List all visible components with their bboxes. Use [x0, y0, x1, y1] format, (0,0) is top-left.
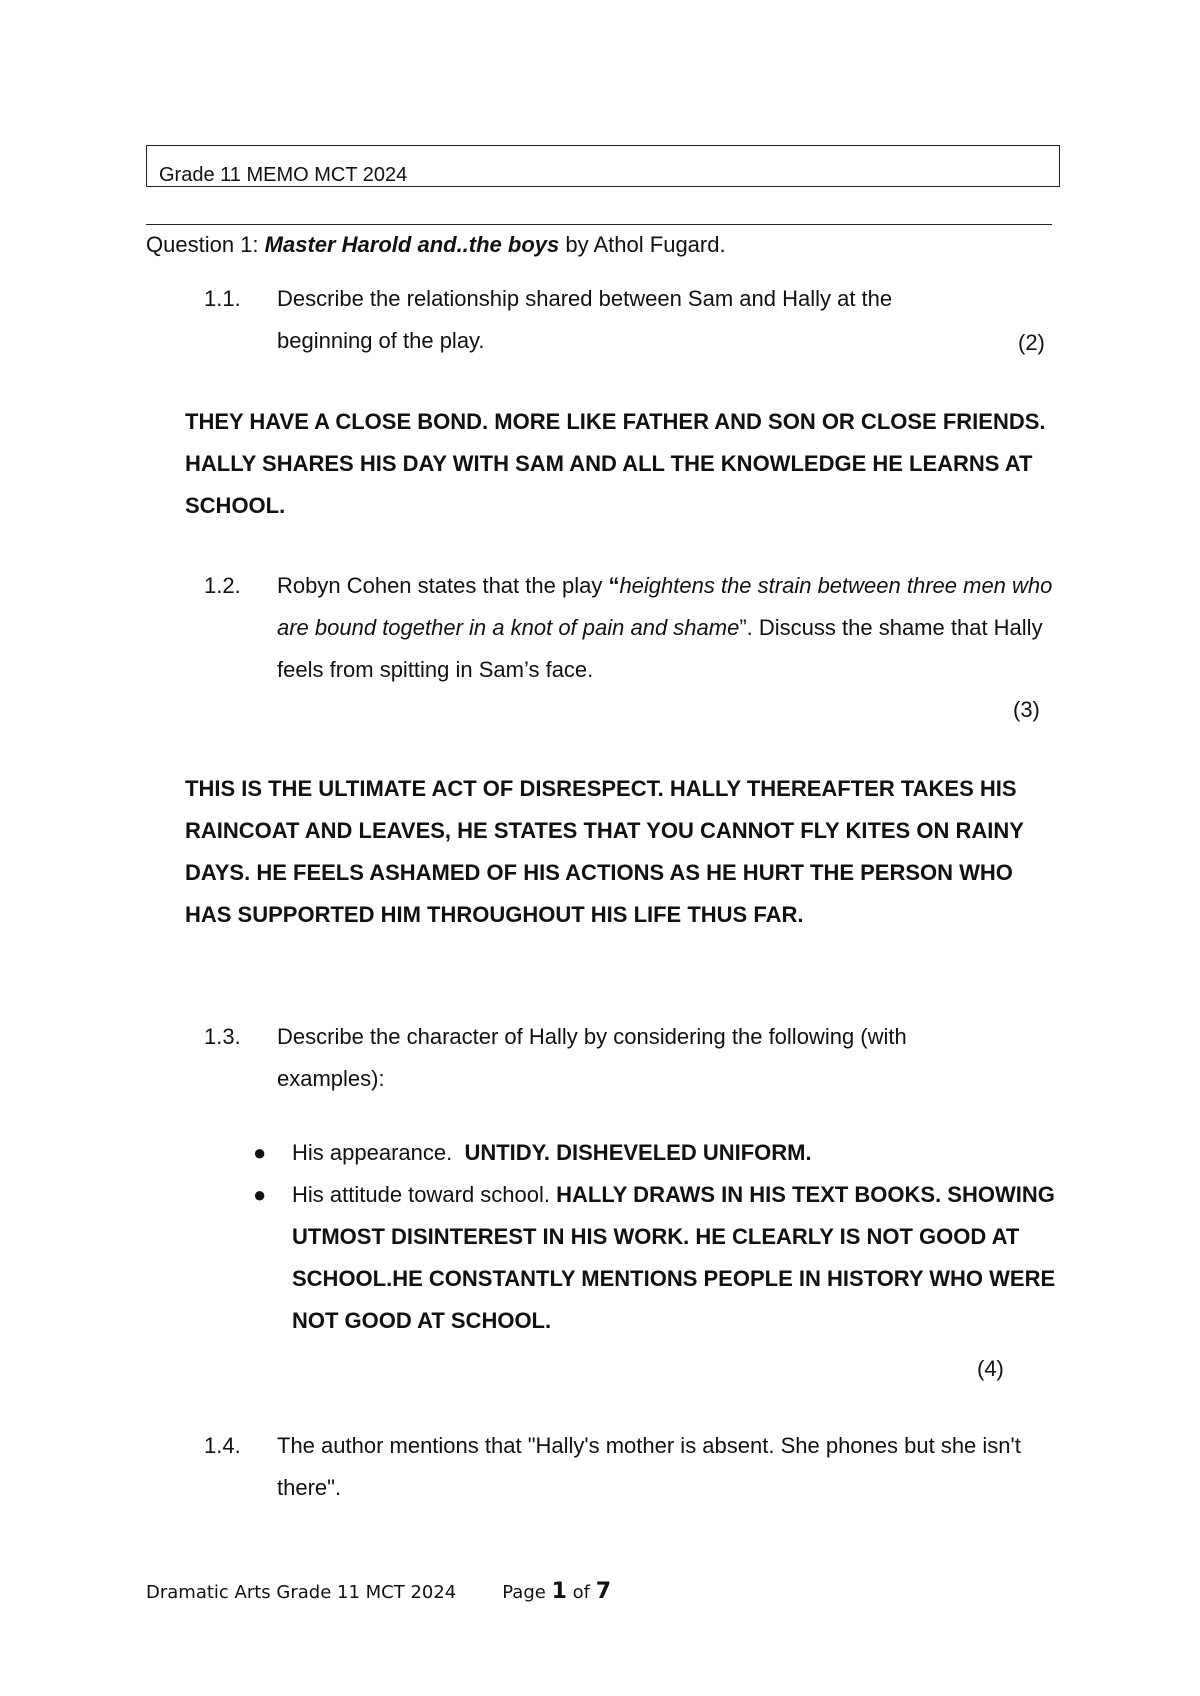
- bullet-answer: HALLY DRAWS IN HIS TEXT BOOKS. SHOWING UTMOST DISINTEREST IN HIS WORK. HE CLEARLY IS NOT GOOD AT SCHOOL.HE CONSTANTLY MENTIONS PEOPLE IN HISTORY WHO WERE NOT GOOD AT SCHOOL.: [292, 1182, 1056, 1333]
- question-title: [146, 230, 726, 260]
- question-text: [277, 565, 1057, 691]
- question-suffix: by Athol Fugard.: [559, 232, 726, 257]
- page-footer: [146, 1579, 611, 1604]
- answer-text: THEY HAVE A CLOSE BOND. MORE LIKE FATHER AND SON OR CLOSE FRIENDS. HALLY SHARES HIS DAY WITH SAM AND ALL THE KNOWLEDGE HE LEARNS AT SCHOOL.: [185, 409, 1046, 518]
- bullet-answer: UNTIDY. DISHEVELED UNIFORM.: [464, 1140, 812, 1165]
- page-total: 7: [595, 1579, 611, 1604]
- question-text: The author mentions that "Hally's mother is absent. She phones but she isn't there".: [277, 1433, 1021, 1500]
- question-number: 1.4.: [204, 1433, 241, 1458]
- question-number: 1.3.: [204, 1024, 241, 1049]
- question-line: beginning of the play.: [277, 328, 485, 353]
- bullet-list: [250, 1132, 1070, 1342]
- question-text: [277, 278, 1057, 362]
- page-prefix: Page: [502, 1582, 552, 1603]
- marks-label: (2): [1018, 330, 1045, 355]
- answer-text: THIS IS THE ULTIMATE ACT OF DISRESPECT. HALLY THEREAFTER TAKES HIS RAINCOAT AND LEAVES, HE STATES THAT YOU CANNOT FLY KITES ON RAINY DAYS. HE FEELS ASHAMED OF HIS ACTIONS AS HE HURT THE PERSON WHO HAS SUPPORTED HIM THROUGHOUT HIS LIFE THUS FAR.: [185, 776, 1024, 927]
- question-line: Describe the relationship shared between Sam and Hally at the: [277, 286, 893, 311]
- bullet-icon: ●: [253, 1140, 267, 1165]
- header-text: Grade 11 MEMO MCT 2024: [159, 164, 408, 186]
- quoted-text: heightens the strain between three men who are bound together in a knot of pain and shame: [277, 573, 1053, 640]
- question-prefix: Question 1:: [146, 232, 265, 257]
- question-text-a: Robyn Cohen states that the play: [277, 573, 609, 598]
- bullet-label: His attitude toward school.: [292, 1182, 551, 1207]
- quote-open-mark: “: [608, 573, 620, 598]
- list-item: [250, 1174, 1070, 1342]
- list-item: [250, 1132, 1070, 1174]
- marks-label: (4): [977, 1356, 1004, 1381]
- question-text-b: . Discuss the shame that Hally feels from spitting in Sam’s face.: [277, 615, 1043, 682]
- play-title: Master Harold and..the boys: [264, 232, 560, 257]
- question-number: 1.2.: [204, 573, 241, 598]
- quote-close-mark: ”: [739, 615, 747, 640]
- marks-label: (3): [1013, 697, 1040, 722]
- header-box: [146, 145, 1060, 187]
- page-of: of: [566, 1582, 596, 1603]
- footer-title: Dramatic Arts Grade 11 MCT 2024: [146, 1582, 457, 1603]
- horizontal-rule: [146, 224, 1052, 225]
- bullet-label: His appearance.: [292, 1140, 453, 1165]
- bullet-icon: ●: [253, 1182, 267, 1207]
- page-number: 1: [551, 1579, 567, 1604]
- question-text: Describe the character of Hally by considering the following (with examples):: [277, 1024, 907, 1091]
- question-number: 1.1.: [204, 286, 241, 311]
